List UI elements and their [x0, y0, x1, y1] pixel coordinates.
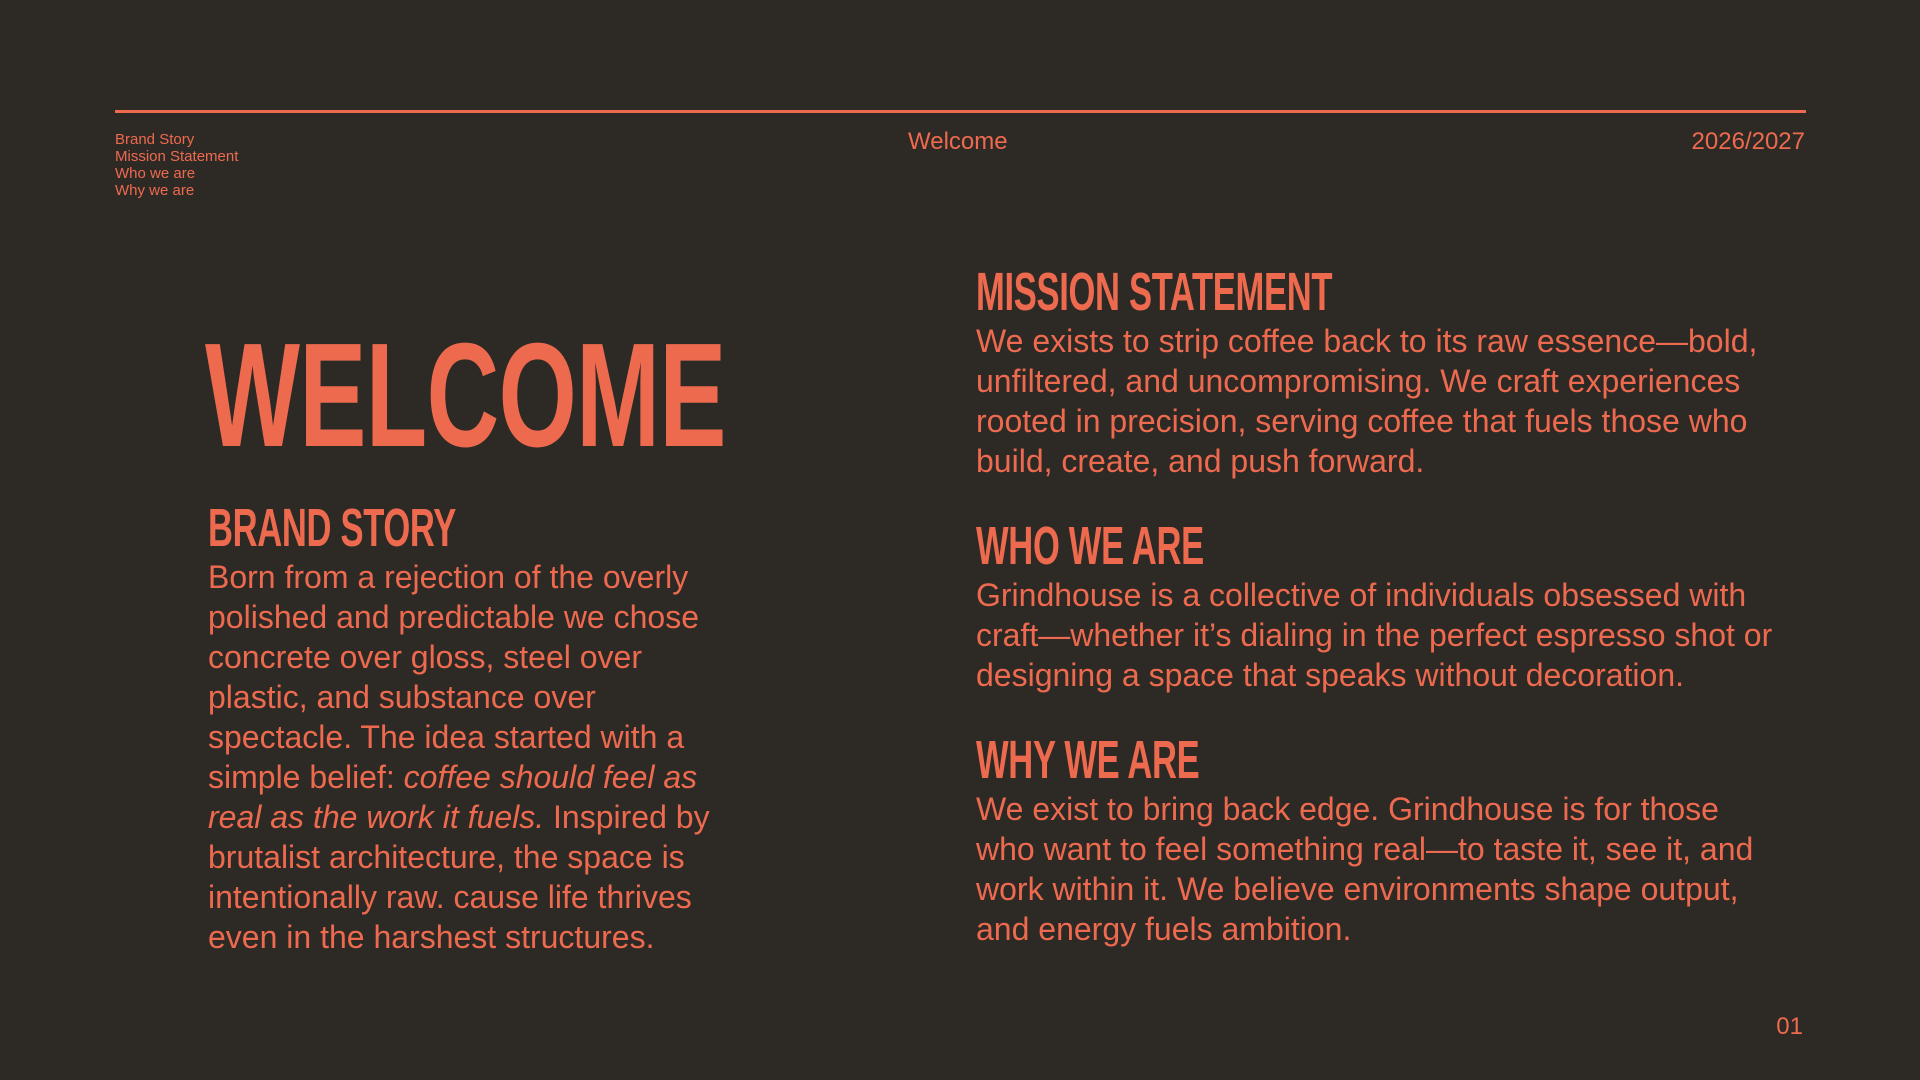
who-text: Grindhouse is a collective of individuals obsessed with craft—whether it’s dialing in the perfect espresso shot or designing a space that speaks without decoration.	[976, 577, 1773, 693]
brand-story-text-part1: Born from a rejection of the overly polished and predictable we chose concrete over gloss, steel over plastic, and substance over spectacle. The idea started with a simple belief:	[208, 559, 699, 795]
nav-item-mission-statement[interactable]: Mission Statement	[115, 148, 239, 165]
why-text: We exist to bring back edge. Grindhouse is for those who want to feel something real—to taste it, see it, and work within it. We believe environments shape output, and energy fuels ambition.	[976, 791, 1754, 947]
section-nav	[115, 131, 238, 199]
year-label: 2026/2027	[1691, 128, 1805, 155]
brand-story-text	[208, 557, 748, 957]
brand-story-section	[208, 498, 748, 957]
page-header-title: Welcome	[908, 128, 1008, 155]
nav-item-brand-story[interactable]: Brand Story	[115, 131, 195, 148]
why-heading: WHY WE ARE	[976, 730, 1200, 790]
why-section	[976, 730, 1776, 949]
who-heading: WHO WE ARE	[976, 516, 1204, 576]
header-divider	[115, 110, 1806, 113]
who-section	[976, 516, 1776, 695]
brand-story-heading: BRAND STORY	[208, 498, 457, 558]
brand-story-text-part2: Inspired by brutalist architecture, the space is intentionally raw. cause life thrives even in the harshest structures.	[208, 799, 710, 955]
mission-heading: MISSION STATEMENT	[976, 262, 1333, 322]
brand-story-text-italic: coffee should feel as real as the work it fuels.	[208, 759, 698, 835]
nav-item-why-we-are[interactable]: Why we are	[115, 182, 195, 199]
nav-item-who-we-are[interactable]: Who we are	[115, 165, 196, 182]
right-column	[976, 262, 1776, 987]
page-title: WELCOME	[205, 313, 726, 478]
mission-text: We exists to strip coffee back to its raw essence—bold, unfiltered, and uncompromising. We craft experiences rooted in precision, serving coffee that fuels those who build, create, and push forward.	[976, 323, 1758, 479]
mission-section	[976, 262, 1776, 481]
page-number: 01	[1776, 1013, 1803, 1040]
